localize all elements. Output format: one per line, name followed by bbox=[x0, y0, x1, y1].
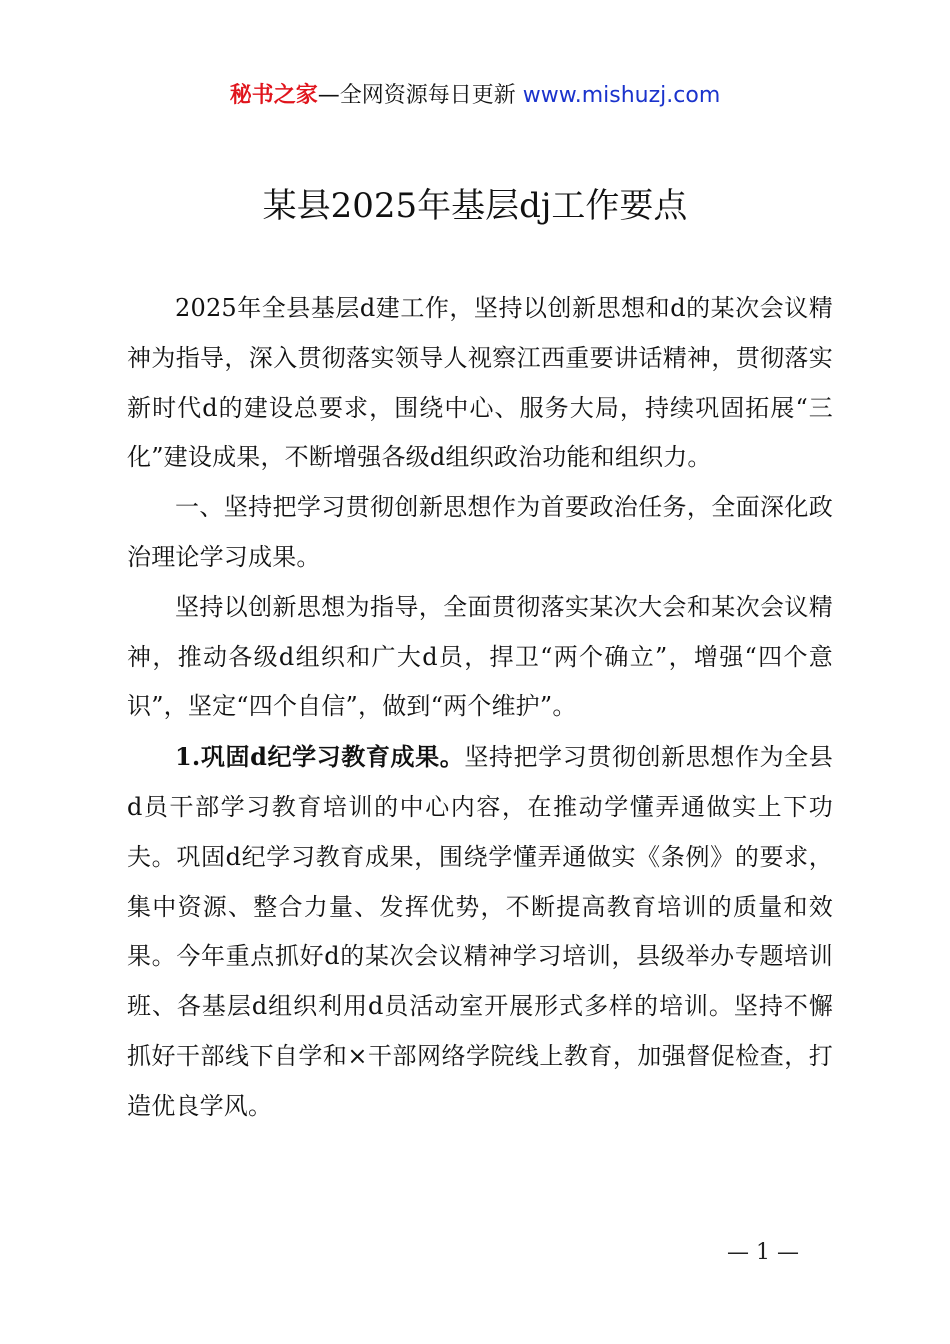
item-body-text: 坚持把学习贯彻创新思想作为全县d员干部学习教育培训的中心内容，在推动学懂弄通做实上下功夫。巩固d纪学习教育成果，围绕学懂弄通做实《条例》的要求，集中资源、整合力量、发挥优势，不断提高教育培训的质量和效果。今年重点抓好d的某次会议精神学习培训，县级举办专题培训班、各基层d组织利用d员活动室开展形式多样的培训。坚持不懈抓好干部线下自学和×干部网络学院线上教育，加强督促检查，打造优良学风。 bbox=[127, 743, 833, 1120]
document-title: 某县2025年基层dj工作要点 bbox=[262, 186, 688, 226]
item-lead-heading: 1.巩固d纪学习教育成果。 bbox=[175, 742, 465, 772]
site-url-link[interactable]: www.mishuzj.com bbox=[522, 83, 721, 108]
page-footer bbox=[0, 1238, 950, 1268]
section-heading-1: 一、坚持把学习贯彻创新思想作为首要政治任务，全面深化政治理论学习成果。 bbox=[127, 493, 833, 571]
intro-paragraph: 2025年全县基层d建工作，坚持以创新思想和d的某次会议精神为指导，深入贯彻落实领导人视察江西重要讲话精神，贯彻落实新时代d的建设总要求，围绕中心、服务大局，持续巩固拓展“三化”建设成果，不断增强各级d组织政治功能和组织力。 bbox=[127, 294, 833, 472]
section-paragraph-1: 坚持以创新思想为指导，全面贯彻落实某次大会和某次会议精神，推动各级d组织和广大d员，捍卫“两个确立”，增强“四个意识”，坚定“四个自信”，做到“两个维护”。 bbox=[127, 592, 833, 721]
brand-name: 秘书之家 bbox=[229, 83, 318, 108]
header-slogan: —全网资源每日更新 bbox=[317, 83, 523, 108]
document-body bbox=[127, 284, 833, 1132]
site-header-banner bbox=[0, 80, 950, 112]
item-paragraph-1 bbox=[127, 732, 833, 1131]
page-number: — 1 — bbox=[727, 1240, 799, 1265]
